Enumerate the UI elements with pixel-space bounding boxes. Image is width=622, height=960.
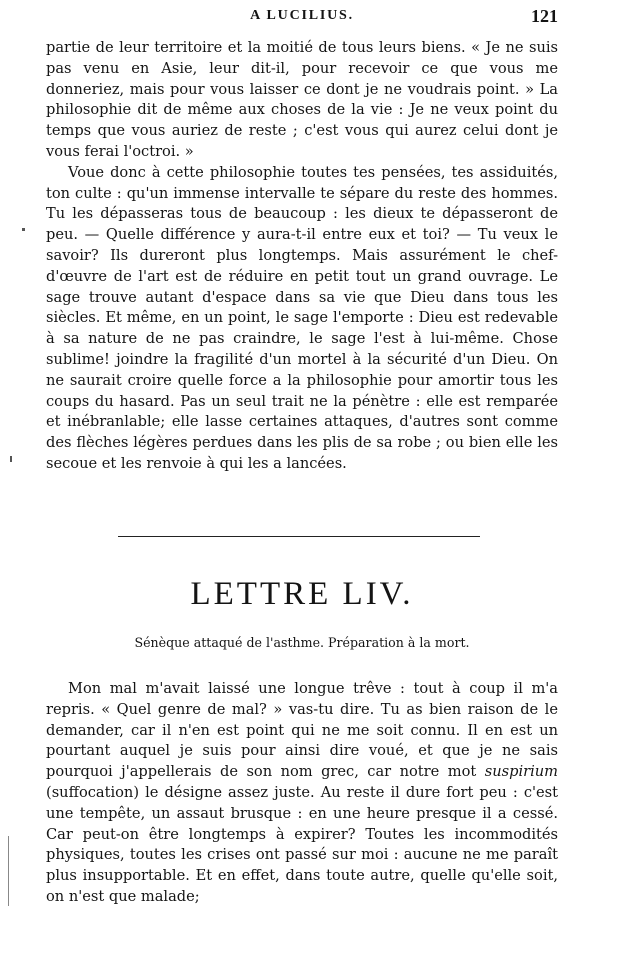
letter-subtitle: Sénèque attaqué de l'asthme. Préparation à la mort.	[134, 635, 470, 650]
margin-mark	[10, 456, 12, 462]
section-divider	[118, 536, 480, 537]
paragraph	[46, 679, 558, 908]
margin-mark	[22, 228, 25, 231]
latin-term: suspirium	[484, 763, 558, 781]
running-header	[46, 4, 558, 26]
letter-53-conclusion	[46, 38, 558, 475]
page-number: 121	[531, 6, 558, 26]
paragraph: partie de leur territoire et la moitié de tous leurs biens. « Je ne suis pas venu en Asie, leur dit-il, pour recevoir ce que vous me donneriez, mais pour vous laisser ce dont je ne voudrais point. » La philosophie dit de même aux choses de la vie : Je ne veux point du temps que vous auriez de reste ; c'est vous qui aurez celui dont je vous ferai l'octroi. »	[46, 39, 558, 160]
paragraph-text: (suffocation) le désigne assez juste. Au reste il dure fort peu : c'est une tempête, un assaut brusque : en une heure presque il a cessé. Car peut-on être longtemps à expirer? Toutes les incommodités physiques, toutes les crises ont passé sur moi : aucune ne me paraît plus insupportable. Et en effet, dans toute autre, quelle qu'elle soit, on n'est que malade;	[46, 783, 558, 905]
letter-title: LETTRE LIV.	[190, 576, 414, 612]
margin-mark	[8, 836, 9, 906]
running-title: A LUCILIUS.	[250, 8, 354, 23]
paragraph: Voue donc à cette philosophie toutes tes pensées, tes assiduités, ton culte : qu'un immense intervalle te sépare du reste des hommes. Tu les dépasseras tous de beaucoup : les dieux te dépasseront de peu. — Quelle différence y aura-t-il entre eux et toi? — Tu veux le savoir? Ils dureront plus longtemps. Mais assurément le chef-d'œuvre de l'art est de réduire en petit tout un grand ouvrage. Le sage trouve autant d'espace dans sa vie que Dieu dans tous les siècles. Et même, en un point, le sage l'emporte : Dieu est redevable à sa nature de ne pas craindre, le sage l'est à lui-même. Chose sublime! joindre la fragilité d'un mortel à la sécurité d'un Dieu. On ne saurait croire quelle force a la philosophie pour amortir tous les coups du hasard. Pas un seul trait ne la pénètre : elle est remparée et inébranlable; elle lasse certaines attaques, d'autres sont comme des flèches légères perdues dans les plis de sa robe ; ou bien elle les secoue et les renvoie à qui les a lancées.	[46, 163, 558, 472]
letter-54-body	[46, 679, 558, 908]
paragraph-text: Mon mal m'avait laissé une longue trêve : tout à coup il m'a repris. « Quel genre de mal? » vas-tu dire. Tu as bien raison de le demander, car il n'en est point qui ne me soit connu. Il en est un pourtant auquel je suis pour ainsi dire voué, et que je ne sais pourquoi j'appellerais de son nom grec, car notre mot	[46, 680, 558, 781]
